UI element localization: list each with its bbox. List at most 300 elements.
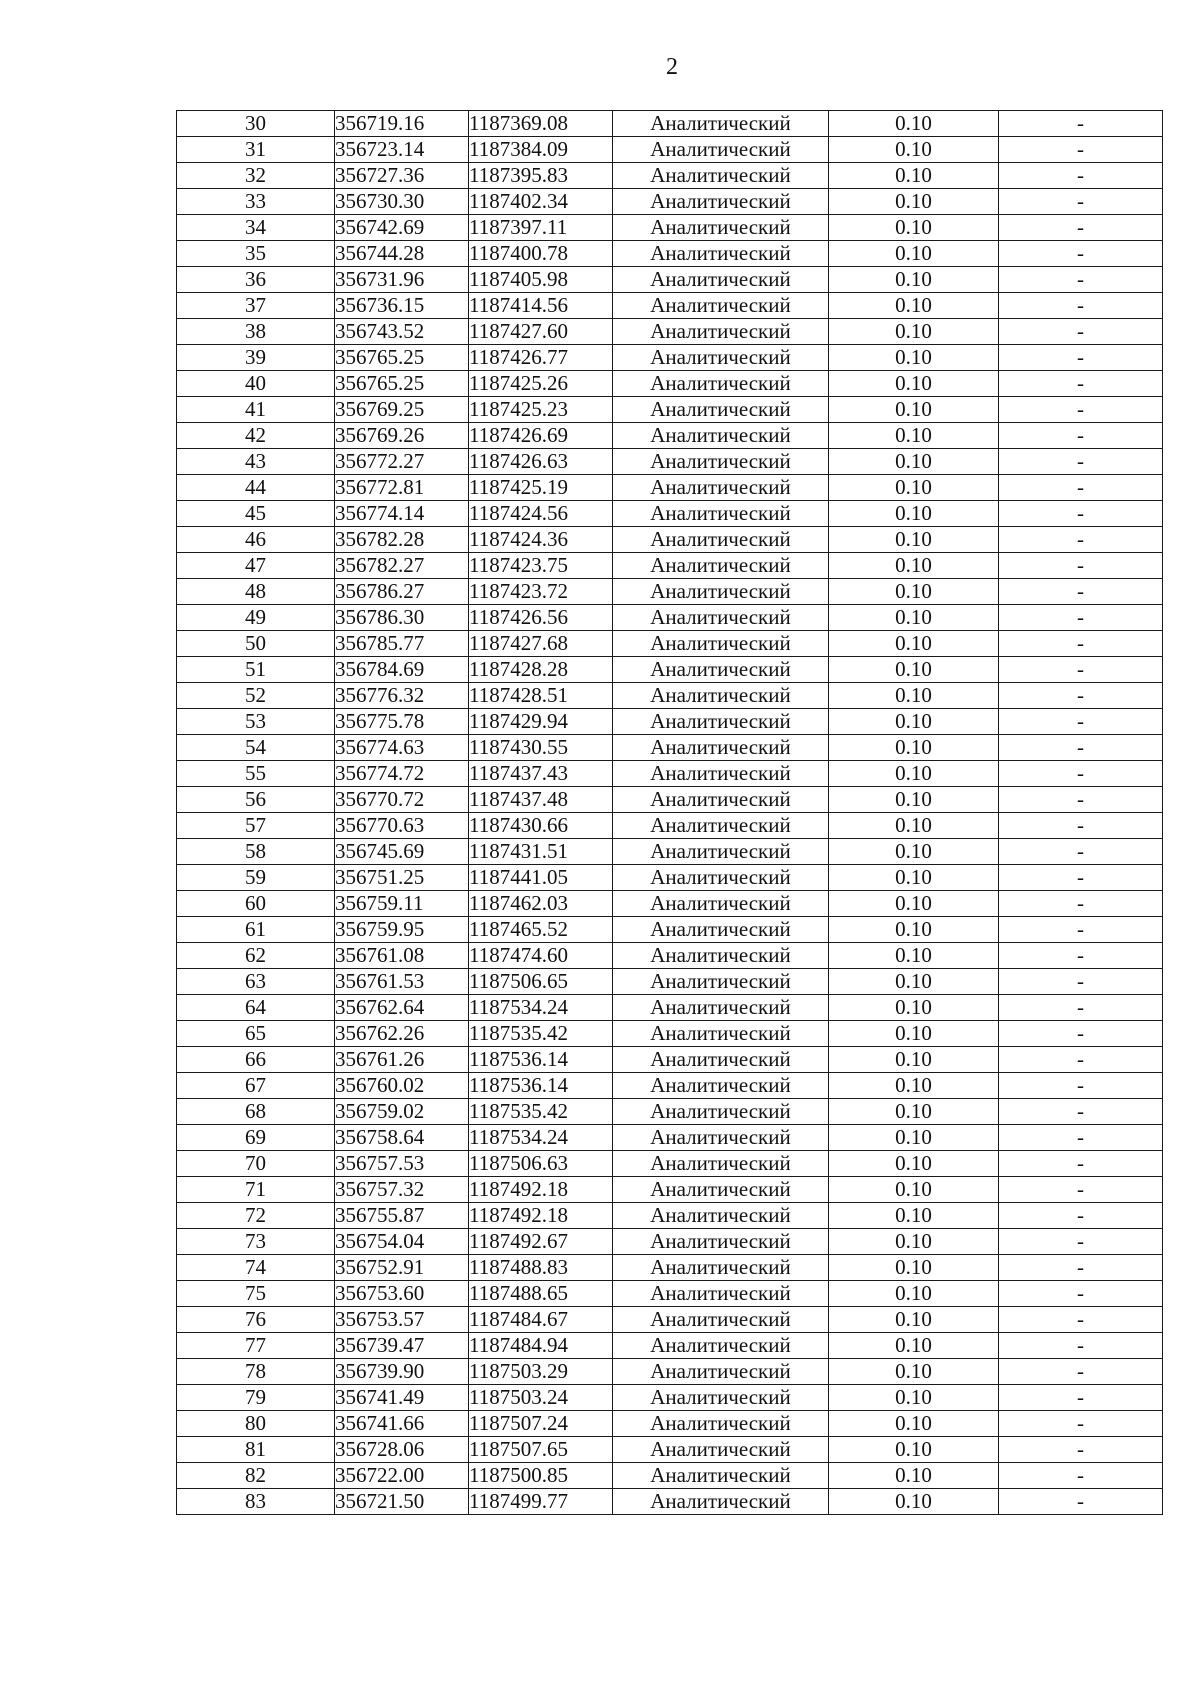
point-number-cell: 74 (177, 1255, 335, 1281)
description-cell: - (999, 1333, 1163, 1359)
y-coordinate-cell: 1187427.68 (469, 631, 613, 657)
point-number-cell: 71 (177, 1177, 335, 1203)
point-number-cell: 78 (177, 1359, 335, 1385)
method-cell: Аналитический (613, 1411, 829, 1437)
method-cell: Аналитический (613, 1307, 829, 1333)
point-number-cell: 34 (177, 215, 335, 241)
table-row (177, 1125, 1163, 1151)
accuracy-cell: 0.10 (829, 891, 999, 917)
method-cell: Аналитический (613, 1073, 829, 1099)
accuracy-cell: 0.10 (829, 319, 999, 345)
table-row (177, 1073, 1163, 1099)
description-cell: - (999, 1359, 1163, 1385)
x-coordinate-cell: 356723.14 (335, 137, 469, 163)
y-coordinate-cell: 1187499.77 (469, 1489, 613, 1515)
y-coordinate-cell: 1187402.34 (469, 189, 613, 215)
method-cell: Аналитический (613, 137, 829, 163)
method-cell: Аналитический (613, 1203, 829, 1229)
table-row (177, 475, 1163, 501)
method-cell: Аналитический (613, 293, 829, 319)
x-coordinate-cell: 356759.95 (335, 917, 469, 943)
accuracy-cell: 0.10 (829, 709, 999, 735)
point-number-cell: 51 (177, 657, 335, 683)
point-number-cell: 41 (177, 397, 335, 423)
table-row (177, 137, 1163, 163)
point-number-cell: 64 (177, 995, 335, 1021)
x-coordinate-cell: 356762.26 (335, 1021, 469, 1047)
y-coordinate-cell: 1187488.83 (469, 1255, 613, 1281)
table-row (177, 449, 1163, 475)
y-coordinate-cell: 1187535.42 (469, 1099, 613, 1125)
description-cell: - (999, 735, 1163, 761)
table-row (177, 865, 1163, 891)
x-coordinate-cell: 356752.91 (335, 1255, 469, 1281)
x-coordinate-cell: 356786.30 (335, 605, 469, 631)
y-coordinate-cell: 1187437.48 (469, 787, 613, 813)
description-cell: - (999, 657, 1163, 683)
method-cell: Аналитический (613, 579, 829, 605)
y-coordinate-cell: 1187395.83 (469, 163, 613, 189)
table-row (177, 943, 1163, 969)
table-row (177, 891, 1163, 917)
description-cell: - (999, 891, 1163, 917)
y-coordinate-cell: 1187369.08 (469, 111, 613, 137)
y-coordinate-cell: 1187426.56 (469, 605, 613, 631)
description-cell: - (999, 943, 1163, 969)
x-coordinate-cell: 356758.64 (335, 1125, 469, 1151)
table-row (177, 579, 1163, 605)
point-number-cell: 62 (177, 943, 335, 969)
point-number-cell: 47 (177, 553, 335, 579)
point-number-cell: 52 (177, 683, 335, 709)
y-coordinate-cell: 1187462.03 (469, 891, 613, 917)
x-coordinate-cell: 356728.06 (335, 1437, 469, 1463)
method-cell: Аналитический (613, 111, 829, 137)
accuracy-cell: 0.10 (829, 969, 999, 995)
accuracy-cell: 0.10 (829, 631, 999, 657)
accuracy-cell: 0.10 (829, 371, 999, 397)
accuracy-cell: 0.10 (829, 293, 999, 319)
method-cell: Аналитический (613, 1359, 829, 1385)
x-coordinate-cell: 356772.27 (335, 449, 469, 475)
y-coordinate-cell: 1187492.67 (469, 1229, 613, 1255)
point-number-cell: 44 (177, 475, 335, 501)
accuracy-cell: 0.10 (829, 787, 999, 813)
description-cell: - (999, 449, 1163, 475)
accuracy-cell: 0.10 (829, 1099, 999, 1125)
method-cell: Аналитический (613, 735, 829, 761)
x-coordinate-cell: 356744.28 (335, 241, 469, 267)
description-cell: - (999, 345, 1163, 371)
x-coordinate-cell: 356742.69 (335, 215, 469, 241)
description-cell: - (999, 761, 1163, 787)
method-cell: Аналитический (613, 1489, 829, 1515)
description-cell: - (999, 1073, 1163, 1099)
point-number-cell: 80 (177, 1411, 335, 1437)
method-cell: Аналитический (613, 969, 829, 995)
y-coordinate-cell: 1187484.67 (469, 1307, 613, 1333)
method-cell: Аналитический (613, 1177, 829, 1203)
table-row (177, 189, 1163, 215)
accuracy-cell: 0.10 (829, 1255, 999, 1281)
method-cell: Аналитический (613, 449, 829, 475)
accuracy-cell: 0.10 (829, 1463, 999, 1489)
y-coordinate-cell: 1187428.28 (469, 657, 613, 683)
accuracy-cell: 0.10 (829, 553, 999, 579)
point-number-cell: 42 (177, 423, 335, 449)
description-cell: - (999, 553, 1163, 579)
method-cell: Аналитический (613, 1255, 829, 1281)
accuracy-cell: 0.10 (829, 943, 999, 969)
point-number-cell: 76 (177, 1307, 335, 1333)
accuracy-cell: 0.10 (829, 449, 999, 475)
table-row (177, 319, 1163, 345)
point-number-cell: 40 (177, 371, 335, 397)
x-coordinate-cell: 356743.52 (335, 319, 469, 345)
description-cell: - (999, 1229, 1163, 1255)
point-number-cell: 65 (177, 1021, 335, 1047)
accuracy-cell: 0.10 (829, 735, 999, 761)
method-cell: Аналитический (613, 163, 829, 189)
accuracy-cell: 0.10 (829, 839, 999, 865)
accuracy-cell: 0.10 (829, 163, 999, 189)
method-cell: Аналитический (613, 839, 829, 865)
table-row (177, 345, 1163, 371)
accuracy-cell: 0.10 (829, 1281, 999, 1307)
point-number-cell: 48 (177, 579, 335, 605)
description-cell: - (999, 1177, 1163, 1203)
method-cell: Аналитический (613, 1229, 829, 1255)
method-cell: Аналитический (613, 319, 829, 345)
y-coordinate-cell: 1187507.24 (469, 1411, 613, 1437)
table-row (177, 995, 1163, 1021)
description-cell: - (999, 163, 1163, 189)
description-cell: - (999, 371, 1163, 397)
table-row (177, 1203, 1163, 1229)
point-number-cell: 58 (177, 839, 335, 865)
x-coordinate-cell: 356759.02 (335, 1099, 469, 1125)
method-cell: Аналитический (613, 709, 829, 735)
y-coordinate-cell: 1187405.98 (469, 267, 613, 293)
y-coordinate-cell: 1187427.60 (469, 319, 613, 345)
method-cell: Аналитический (613, 527, 829, 553)
accuracy-cell: 0.10 (829, 1021, 999, 1047)
point-number-cell: 63 (177, 969, 335, 995)
method-cell: Аналитический (613, 553, 829, 579)
y-coordinate-cell: 1187426.77 (469, 345, 613, 371)
method-cell: Аналитический (613, 501, 829, 527)
method-cell: Аналитический (613, 397, 829, 423)
accuracy-cell: 0.10 (829, 761, 999, 787)
x-coordinate-cell: 356754.04 (335, 1229, 469, 1255)
method-cell: Аналитический (613, 1463, 829, 1489)
y-coordinate-cell: 1187503.29 (469, 1359, 613, 1385)
point-number-cell: 77 (177, 1333, 335, 1359)
table-row (177, 1177, 1163, 1203)
table-row (177, 1229, 1163, 1255)
y-coordinate-cell: 1187425.26 (469, 371, 613, 397)
point-number-cell: 35 (177, 241, 335, 267)
point-number-cell: 43 (177, 449, 335, 475)
accuracy-cell: 0.10 (829, 267, 999, 293)
y-coordinate-cell: 1187488.65 (469, 1281, 613, 1307)
table-row (177, 787, 1163, 813)
accuracy-cell: 0.10 (829, 865, 999, 891)
point-number-cell: 49 (177, 605, 335, 631)
y-coordinate-cell: 1187397.11 (469, 215, 613, 241)
table-row (177, 917, 1163, 943)
point-number-cell: 59 (177, 865, 335, 891)
x-coordinate-cell: 356782.27 (335, 553, 469, 579)
point-number-cell: 73 (177, 1229, 335, 1255)
method-cell: Аналитический (613, 891, 829, 917)
x-coordinate-cell: 356722.00 (335, 1463, 469, 1489)
x-coordinate-cell: 356762.64 (335, 995, 469, 1021)
accuracy-cell: 0.10 (829, 605, 999, 631)
coordinates-table (176, 110, 1163, 1515)
accuracy-cell: 0.10 (829, 241, 999, 267)
description-cell: - (999, 1099, 1163, 1125)
description-cell: - (999, 1021, 1163, 1047)
accuracy-cell: 0.10 (829, 683, 999, 709)
y-coordinate-cell: 1187535.42 (469, 1021, 613, 1047)
table-row (177, 1021, 1163, 1047)
description-cell: - (999, 111, 1163, 137)
accuracy-cell: 0.10 (829, 657, 999, 683)
accuracy-cell: 0.10 (829, 1047, 999, 1073)
table-row (177, 683, 1163, 709)
y-coordinate-cell: 1187536.14 (469, 1073, 613, 1099)
x-coordinate-cell: 356741.49 (335, 1385, 469, 1411)
table-row (177, 423, 1163, 449)
table-row (177, 1333, 1163, 1359)
x-coordinate-cell: 356782.28 (335, 527, 469, 553)
description-cell: - (999, 1255, 1163, 1281)
x-coordinate-cell: 356772.81 (335, 475, 469, 501)
x-coordinate-cell: 356736.15 (335, 293, 469, 319)
y-coordinate-cell: 1187507.65 (469, 1437, 613, 1463)
x-coordinate-cell: 356769.25 (335, 397, 469, 423)
method-cell: Аналитический (613, 267, 829, 293)
description-cell: - (999, 683, 1163, 709)
table-row (177, 761, 1163, 787)
table-row (177, 969, 1163, 995)
table-row (177, 631, 1163, 657)
point-number-cell: 37 (177, 293, 335, 319)
method-cell: Аналитический (613, 917, 829, 943)
y-coordinate-cell: 1187423.72 (469, 579, 613, 605)
point-number-cell: 68 (177, 1099, 335, 1125)
accuracy-cell: 0.10 (829, 527, 999, 553)
y-coordinate-cell: 1187465.52 (469, 917, 613, 943)
accuracy-cell: 0.10 (829, 579, 999, 605)
method-cell: Аналитический (613, 605, 829, 631)
table-row (177, 709, 1163, 735)
accuracy-cell: 0.10 (829, 345, 999, 371)
method-cell: Аналитический (613, 787, 829, 813)
point-number-cell: 46 (177, 527, 335, 553)
y-coordinate-cell: 1187431.51 (469, 839, 613, 865)
x-coordinate-cell: 356770.63 (335, 813, 469, 839)
description-cell: - (999, 1125, 1163, 1151)
description-cell: - (999, 839, 1163, 865)
y-coordinate-cell: 1187492.18 (469, 1177, 613, 1203)
method-cell: Аналитический (613, 631, 829, 657)
description-cell: - (999, 865, 1163, 891)
accuracy-cell: 0.10 (829, 1489, 999, 1515)
table-row (177, 293, 1163, 319)
description-cell: - (999, 1307, 1163, 1333)
x-coordinate-cell: 356774.72 (335, 761, 469, 787)
table-row (177, 1411, 1163, 1437)
accuracy-cell: 0.10 (829, 1177, 999, 1203)
x-coordinate-cell: 356731.96 (335, 267, 469, 293)
table-row (177, 1047, 1163, 1073)
point-number-cell: 54 (177, 735, 335, 761)
method-cell: Аналитический (613, 423, 829, 449)
point-number-cell: 61 (177, 917, 335, 943)
table-row (177, 1489, 1163, 1515)
accuracy-cell: 0.10 (829, 813, 999, 839)
x-coordinate-cell: 356775.78 (335, 709, 469, 735)
point-number-cell: 79 (177, 1385, 335, 1411)
x-coordinate-cell: 356761.53 (335, 969, 469, 995)
y-coordinate-cell: 1187492.18 (469, 1203, 613, 1229)
coordinates-table-body (177, 111, 1163, 1515)
accuracy-cell: 0.10 (829, 1307, 999, 1333)
accuracy-cell: 0.10 (829, 215, 999, 241)
table-row (177, 813, 1163, 839)
description-cell: - (999, 319, 1163, 345)
method-cell: Аналитический (613, 813, 829, 839)
accuracy-cell: 0.10 (829, 137, 999, 163)
y-coordinate-cell: 1187384.09 (469, 137, 613, 163)
point-number-cell: 81 (177, 1437, 335, 1463)
description-cell: - (999, 397, 1163, 423)
point-number-cell: 57 (177, 813, 335, 839)
table-row (177, 1151, 1163, 1177)
method-cell: Аналитический (613, 995, 829, 1021)
x-coordinate-cell: 356755.87 (335, 1203, 469, 1229)
description-cell: - (999, 1151, 1163, 1177)
description-cell: - (999, 995, 1163, 1021)
y-coordinate-cell: 1187424.36 (469, 527, 613, 553)
description-cell: - (999, 1385, 1163, 1411)
x-coordinate-cell: 356761.08 (335, 943, 469, 969)
description-cell: - (999, 631, 1163, 657)
y-coordinate-cell: 1187400.78 (469, 241, 613, 267)
x-coordinate-cell: 356730.30 (335, 189, 469, 215)
point-number-cell: 56 (177, 787, 335, 813)
description-cell: - (999, 1463, 1163, 1489)
method-cell: Аналитический (613, 1047, 829, 1073)
point-number-cell: 32 (177, 163, 335, 189)
point-number-cell: 60 (177, 891, 335, 917)
point-number-cell: 38 (177, 319, 335, 345)
point-number-cell: 69 (177, 1125, 335, 1151)
x-coordinate-cell: 356721.50 (335, 1489, 469, 1515)
point-number-cell: 30 (177, 111, 335, 137)
method-cell: Аналитический (613, 865, 829, 891)
x-coordinate-cell: 356776.32 (335, 683, 469, 709)
y-coordinate-cell: 1187500.85 (469, 1463, 613, 1489)
x-coordinate-cell: 356770.72 (335, 787, 469, 813)
table-row (177, 1307, 1163, 1333)
description-cell: - (999, 917, 1163, 943)
accuracy-cell: 0.10 (829, 1359, 999, 1385)
description-cell: - (999, 969, 1163, 995)
table-row (177, 735, 1163, 761)
method-cell: Аналитический (613, 189, 829, 215)
y-coordinate-cell: 1187503.24 (469, 1385, 613, 1411)
y-coordinate-cell: 1187534.24 (469, 995, 613, 1021)
x-coordinate-cell: 356745.69 (335, 839, 469, 865)
method-cell: Аналитический (613, 1125, 829, 1151)
method-cell: Аналитический (613, 345, 829, 371)
table-row (177, 527, 1163, 553)
accuracy-cell: 0.10 (829, 111, 999, 137)
x-coordinate-cell: 356757.53 (335, 1151, 469, 1177)
point-number-cell: 31 (177, 137, 335, 163)
method-cell: Аналитический (613, 1021, 829, 1047)
y-coordinate-cell: 1187426.63 (469, 449, 613, 475)
accuracy-cell: 0.10 (829, 995, 999, 1021)
table-row (177, 839, 1163, 865)
point-number-cell: 70 (177, 1151, 335, 1177)
point-number-cell: 72 (177, 1203, 335, 1229)
point-number-cell: 66 (177, 1047, 335, 1073)
accuracy-cell: 0.10 (829, 189, 999, 215)
accuracy-cell: 0.10 (829, 1411, 999, 1437)
description-cell: - (999, 215, 1163, 241)
y-coordinate-cell: 1187506.65 (469, 969, 613, 995)
method-cell: Аналитический (613, 1281, 829, 1307)
y-coordinate-cell: 1187536.14 (469, 1047, 613, 1073)
table-row (177, 163, 1163, 189)
description-cell: - (999, 241, 1163, 267)
table-row (177, 1463, 1163, 1489)
description-cell: - (999, 293, 1163, 319)
page-number: 2 (666, 54, 678, 80)
description-cell: - (999, 813, 1163, 839)
x-coordinate-cell: 356719.16 (335, 111, 469, 137)
accuracy-cell: 0.10 (829, 917, 999, 943)
accuracy-cell: 0.10 (829, 397, 999, 423)
y-coordinate-cell: 1187429.94 (469, 709, 613, 735)
table-row (177, 1281, 1163, 1307)
accuracy-cell: 0.10 (829, 1203, 999, 1229)
table-row (177, 371, 1163, 397)
x-coordinate-cell: 356751.25 (335, 865, 469, 891)
point-number-cell: 82 (177, 1463, 335, 1489)
description-cell: - (999, 527, 1163, 553)
table-row (177, 241, 1163, 267)
description-cell: - (999, 475, 1163, 501)
y-coordinate-cell: 1187424.56 (469, 501, 613, 527)
method-cell: Аналитический (613, 1151, 829, 1177)
description-cell: - (999, 1437, 1163, 1463)
x-coordinate-cell: 356741.66 (335, 1411, 469, 1437)
x-coordinate-cell: 356761.26 (335, 1047, 469, 1073)
table-row (177, 111, 1163, 137)
x-coordinate-cell: 356774.63 (335, 735, 469, 761)
method-cell: Аналитический (613, 1099, 829, 1125)
table-row (177, 553, 1163, 579)
table-row (177, 1437, 1163, 1463)
accuracy-cell: 0.10 (829, 1125, 999, 1151)
description-cell: - (999, 1047, 1163, 1073)
y-coordinate-cell: 1187506.63 (469, 1151, 613, 1177)
